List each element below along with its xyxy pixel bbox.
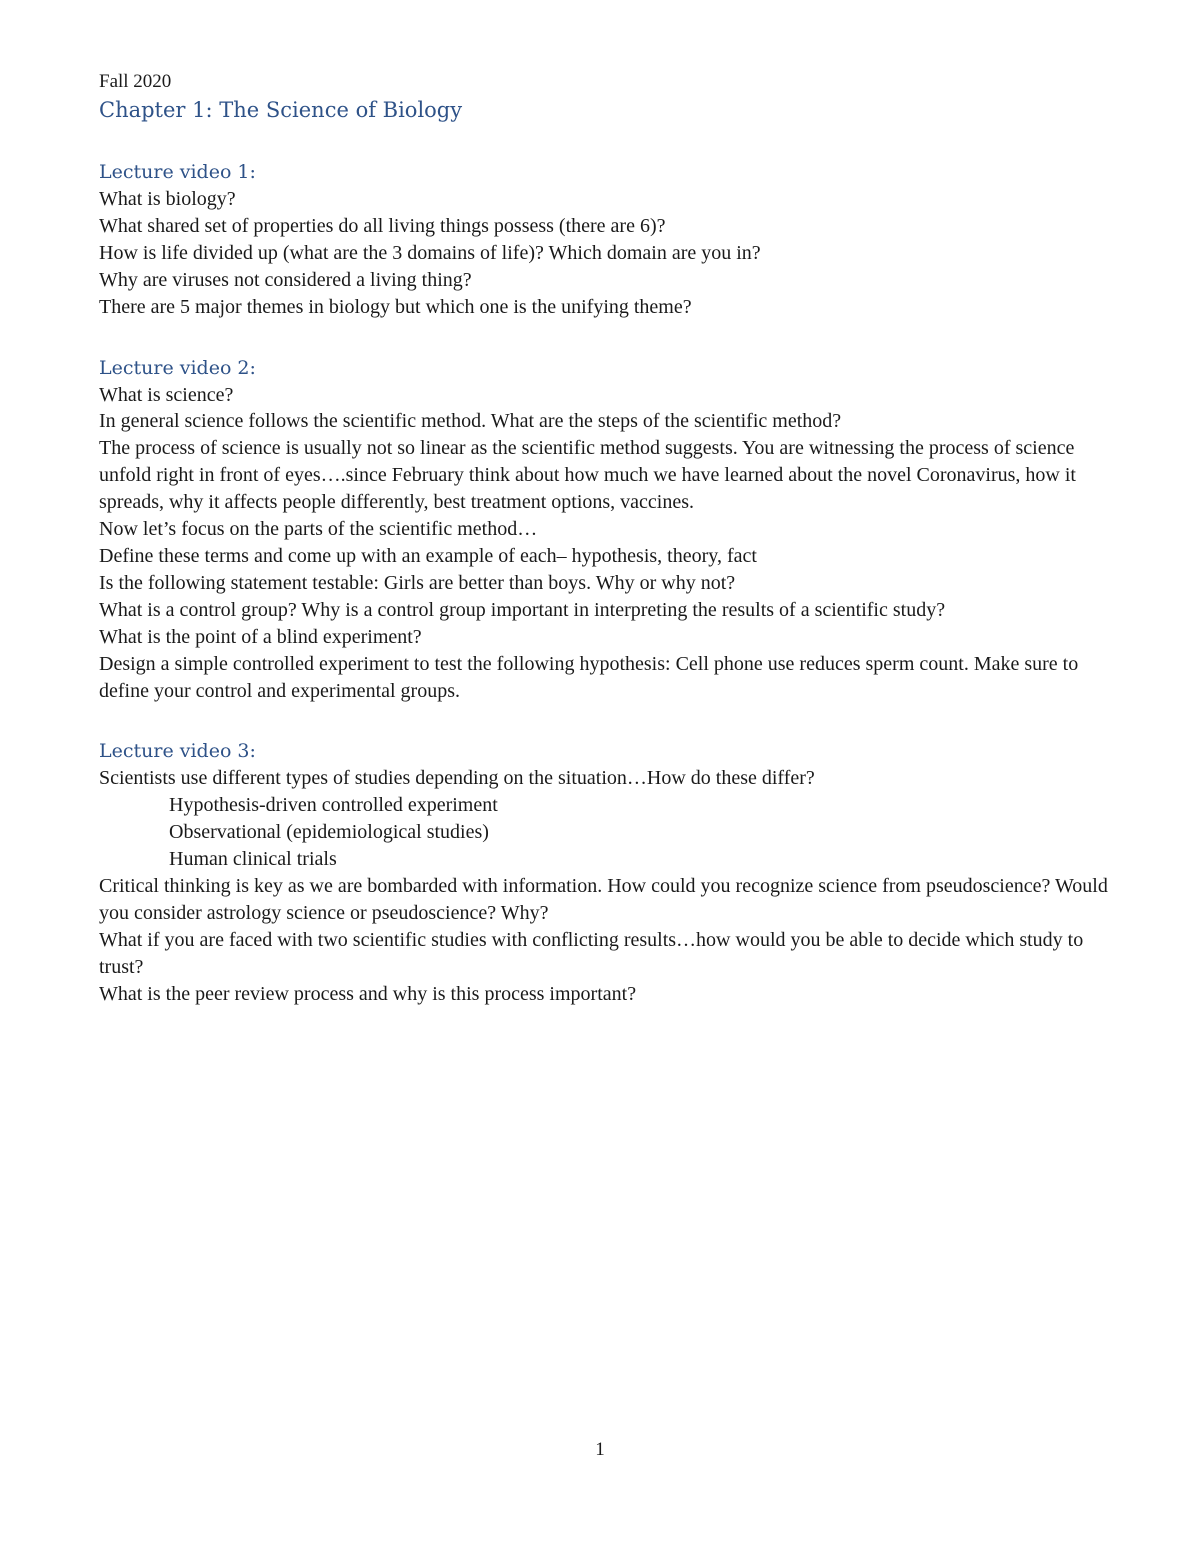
semester-label: Fall 2020 [99, 71, 172, 92]
section-lecture-video-2 [99, 355, 1109, 705]
question-list [99, 382, 1109, 705]
question-item: What is a control group? Why is a control group important in interpreting the results of a scientific study? [99, 598, 946, 621]
question-item: Scientists use different types of studies depending on the situation…How do these differ? [99, 767, 815, 790]
section-heading: Lecture video 3: [99, 740, 256, 763]
study-type-item: Human clinical trials [169, 848, 337, 871]
question-item: The process of science is usually not so linear as the scientific method suggests. You are witnessing the process of science unfold right in front of eyes….since February think about how much we have learned about the novel Coronavirus, how it spreads, why it affects people differently, best treatment options, vaccines. [99, 437, 1076, 514]
question-item: There are 5 major themes in biology but which one is the unifying theme? [99, 295, 692, 318]
question-item: Is the following statement testable: Girls are better than boys. Why or why not? [99, 571, 736, 594]
question-item: Now let’s focus on the parts of the scientific method… [99, 518, 538, 541]
question-list [99, 186, 1109, 321]
page-number: 1 [595, 1439, 605, 1460]
question-item: Design a simple controlled experiment to test the following hypothesis: Cell phone use reduces sperm count. Make sure to define your control and experimental groups. [99, 652, 1079, 702]
study-type-item: Observational (epidemiological studies) [169, 821, 489, 844]
question-item: How is life divided up (what are the 3 domains of life)? Which domain are you in? [99, 241, 761, 264]
section-heading: Lecture video 2: [99, 356, 256, 379]
question-item: What is the peer review process and why is this process important? [99, 982, 637, 1005]
chapter-title: Chapter 1: The Science of Biology [99, 98, 463, 122]
question-item: What is biology? [99, 188, 236, 210]
question-item: In general science follows the scientific method. What are the steps of the scientific method? [99, 410, 842, 433]
question-list [99, 765, 1109, 1007]
section-lecture-video-3 [99, 738, 1109, 1007]
question-item: Define these terms and come up with an example of each– hypothesis, theory, fact [99, 544, 757, 567]
section-heading: Lecture video 1: [99, 161, 256, 183]
question-item: What if you are faced with two scientific studies with conflicting results…how would you be able to decide which study to trust? [99, 928, 1084, 978]
question-item: Why are viruses not considered a living thing? [99, 268, 472, 291]
question-item: Critical thinking is key as we are bombarded with information. How could you recognize science from pseudoscience? Would you consider astrology science or pseudoscience? Why? [99, 875, 1108, 924]
section-lecture-video-1 [99, 159, 1109, 321]
question-item: What shared set of properties do all living things possess (there are 6)? [99, 214, 666, 237]
question-item: What is the point of a blind experiment? [99, 625, 422, 648]
question-item: What is science? [99, 383, 234, 406]
study-type-item: Hypothesis-driven controlled experiment [169, 794, 498, 817]
page-content [99, 68, 1109, 1042]
